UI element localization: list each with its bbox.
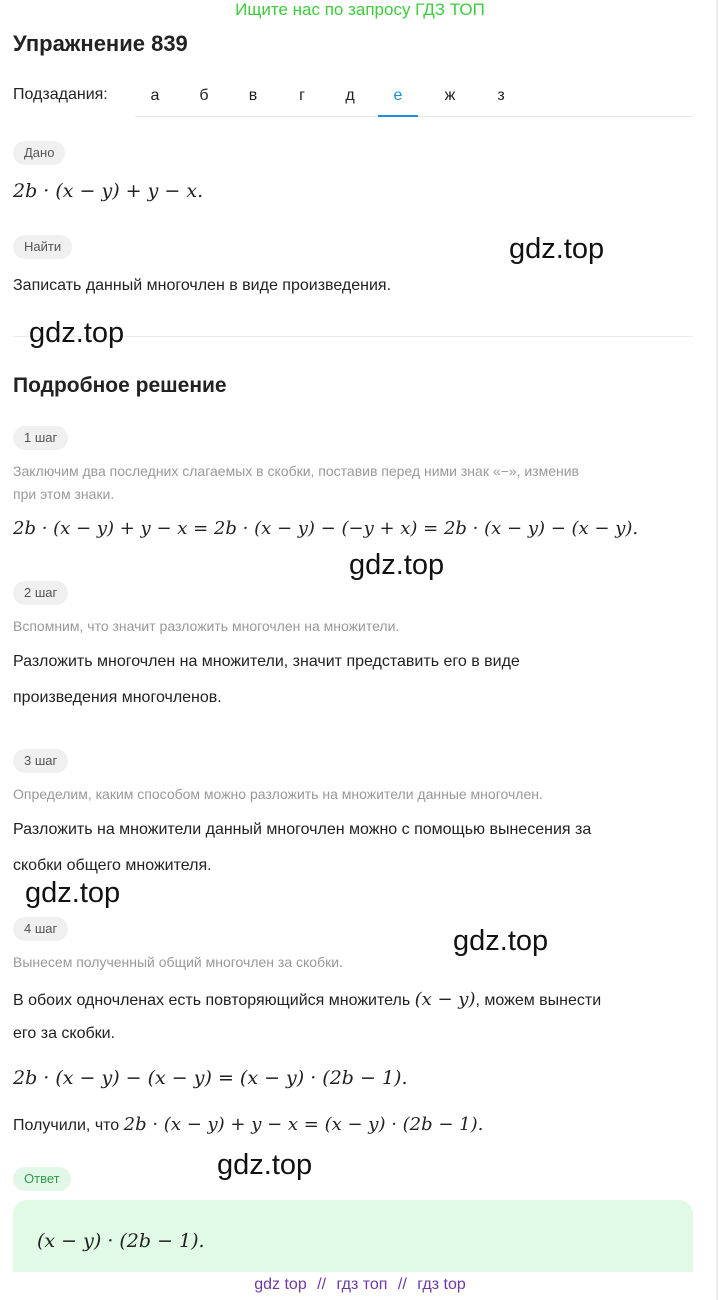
step-4-conclusion-text: Получили, что	[13, 1117, 120, 1134]
step-3-chip: 3 шаг	[13, 749, 68, 773]
tab-z[interactable]: з	[497, 87, 505, 104]
footer-separator: //	[397, 1276, 407, 1293]
step-4-math: 2b · (x − y) − (x − y) = (x − y) · (2b − 1).	[13, 1067, 408, 1089]
step-4-text-b: , можем вынести	[475, 992, 602, 1009]
top-banner: Ищите нас по запросу ГДЗ ТОП	[235, 0, 485, 19]
page-right-border	[716, 0, 718, 1300]
step-1-note-line2: при этом знаки.	[13, 486, 115, 502]
step-2-chip: 2 шаг	[13, 581, 68, 605]
step-4-text-line1	[13, 989, 601, 1010]
step-1-math: 2b · (x − y) + y − x = 2b · (x − y) − (−y + x) = 2b · (x − y) − (x − y).	[13, 518, 639, 539]
step-4-note: Вынесем полученный общий многочлен за скобки.	[13, 954, 343, 970]
step-4-conclusion	[13, 1114, 483, 1135]
tab-e-active[interactable]: е	[378, 80, 418, 117]
watermark: gdz.top	[453, 925, 549, 957]
answer-expression: (x − y) · (2b − 1).	[37, 1230, 205, 1252]
page-title: Упражнение 839	[13, 31, 188, 56]
footer-separator: //	[317, 1276, 327, 1293]
tab-d[interactable]: д	[345, 87, 355, 104]
watermark: gdz.top	[349, 549, 445, 581]
step-4-inline-math: (x − y)	[414, 989, 476, 1010]
given-chip: Дано	[13, 141, 65, 165]
step-2-text-line2: произведения многочленов.	[13, 689, 222, 706]
footer-links	[0, 1276, 720, 1294]
solution-heading: Подробное решение	[13, 374, 227, 397]
step-1-note-line1: Заключим два последних слагаемых в скобки, поставив перед ними знак «−», изменив	[13, 463, 579, 479]
find-chip: Найти	[13, 235, 72, 259]
step-1-chip: 1 шаг	[13, 426, 68, 450]
answer-box	[13, 1200, 693, 1272]
step-2-note: Вспомним, что значит разложить многочлен на множители.	[13, 618, 400, 634]
tab-a[interactable]: а	[150, 87, 160, 104]
watermark: gdz.top	[509, 233, 605, 265]
tab-g[interactable]: г	[299, 87, 305, 104]
step-2-text-line1: Разложить многочлен на множители, значит представить его в виде	[13, 653, 520, 670]
watermark: gdz.top	[217, 1149, 313, 1181]
tab-b[interactable]: б	[199, 87, 209, 104]
subtasks-label: Подзадания:	[13, 86, 108, 103]
step-3-text-line2: скобки общего множителя.	[13, 857, 212, 874]
footer-link-2[interactable]: гдз топ	[336, 1276, 388, 1293]
answer-chip: Ответ	[13, 1167, 71, 1191]
watermark: gdz.top	[29, 317, 125, 349]
tab-v[interactable]: в	[248, 87, 258, 104]
step-4-chip: 4 шаг	[13, 917, 68, 941]
find-text: Записать данный многочлен в виде произведения.	[13, 277, 392, 294]
step-4-text-line2: его за скобки.	[13, 1025, 116, 1042]
step-3-text-line1: Разложить на множители данный многочлен можно с помощью вынесения за	[13, 821, 592, 838]
footer-link-3[interactable]: гдз top	[417, 1276, 466, 1293]
footer-link-1[interactable]: gdz top	[254, 1276, 307, 1293]
step-3-note: Определим, каким способом можно разложить на множители данные многочлен.	[13, 786, 543, 802]
tab-zh[interactable]: ж	[444, 87, 456, 104]
subtasks-tabs	[135, 80, 693, 117]
watermark: gdz.top	[25, 877, 121, 909]
step-4-conclusion-math: 2b · (x − y) + y − x = (x − y) · (2b − 1).	[123, 1114, 484, 1135]
step-4-text-a: В обоих одночленах есть повторяющийся множитель	[13, 992, 411, 1009]
given-expression: 2b · (x − y) + y − x.	[13, 180, 204, 202]
